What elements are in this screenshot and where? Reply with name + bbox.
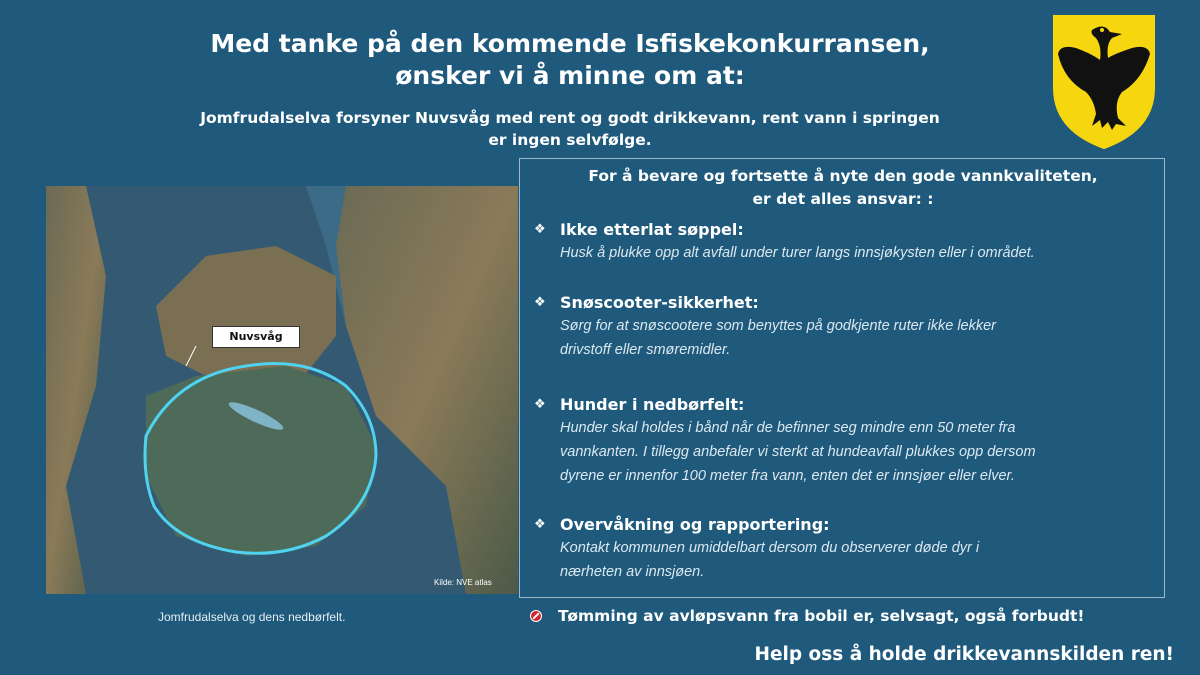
responsibility-panel: [519, 158, 1165, 598]
page-title: [150, 28, 990, 92]
item-text-line: vannkanten. I tillegg anbefaler vi sterkt at hundeavfall plukkes opp dersom: [560, 444, 1036, 460]
prohibited-icon: [530, 610, 542, 622]
diamond-bullet-icon: ❖: [534, 295, 546, 310]
cormorant-coat-of-arms-icon: [1052, 14, 1156, 150]
item-text-line: Husk å plukke opp alt avfall under turer langs innsjøkysten eller i området.: [560, 245, 1035, 261]
item-text-line: drivstoff eller smøremidler.: [560, 342, 731, 358]
map-caption: Jomfrudalselva og dens nedbørfelt.: [158, 610, 346, 624]
item-text-line: nærheten av innsjøen.: [560, 564, 705, 580]
diamond-bullet-icon: ❖: [534, 222, 546, 237]
item-title: Overvåkning og rapportering:: [560, 515, 830, 534]
item-text-line: Kontakt kommunen umiddelbart dersom du observerer døde dyr i: [560, 540, 980, 556]
item-text: [560, 536, 1154, 584]
item-title: Ikke etterlat søppel:: [560, 220, 744, 239]
panel-intro-line-2: er det alles ansvar: :: [752, 190, 934, 208]
item-title: Snøscooter-sikkerhet:: [560, 293, 759, 312]
item-text-line: dyrene er innenfor 100 meter fra vann, enten det er innsjøer eller elver.: [560, 468, 1015, 484]
list-item: [534, 219, 1154, 265]
panel-intro-line-1: For å bevare og fortsette å nyte den gode vannkvaliteten,: [588, 167, 1098, 185]
item-title: Hunder i nedbørfelt:: [560, 395, 745, 414]
item-text: [560, 314, 1154, 362]
list-item: [534, 292, 1154, 362]
item-text-line: Sørg for at snøscootere som benyttes på godkjente ruter ikke lekker: [560, 318, 997, 334]
subtitle-line-2: er ingen selvfølge.: [488, 131, 652, 149]
item-text: [560, 241, 1154, 265]
title-line-1: Med tanke på den kommende Isfiskekonkurransen,: [210, 29, 930, 58]
satellite-map-image: [46, 186, 518, 594]
item-text-line: Hunder skal holdes i bånd når de befinner seg mindre enn 50 meter fra: [560, 420, 1016, 436]
map-source-credit: Kilde: NVE atlas: [434, 578, 492, 587]
panel-intro: [520, 165, 1166, 211]
diamond-bullet-icon: ❖: [534, 517, 546, 532]
warning-note: [530, 607, 1084, 625]
map-place-label: Nuvsvåg: [212, 326, 300, 348]
warning-text: Tømming av avløpsvann fra bobil er, selvsagt, også forbudt!: [558, 607, 1085, 625]
subtitle-line-1: Jomfrudalselva forsyner Nuvsvåg med rent og godt drikkevann, rent vann i springen: [200, 109, 940, 127]
diamond-bullet-icon: ❖: [534, 397, 546, 412]
footer-slogan: Help oss å holde drikkevannskilden ren!: [754, 644, 1174, 665]
catchment-map: [46, 186, 518, 594]
item-text: [560, 416, 1154, 488]
title-line-2: ønsker vi å minne om at:: [395, 61, 745, 90]
page-subtitle: [150, 107, 990, 151]
list-item: [534, 514, 1154, 584]
list-item: [534, 394, 1154, 488]
